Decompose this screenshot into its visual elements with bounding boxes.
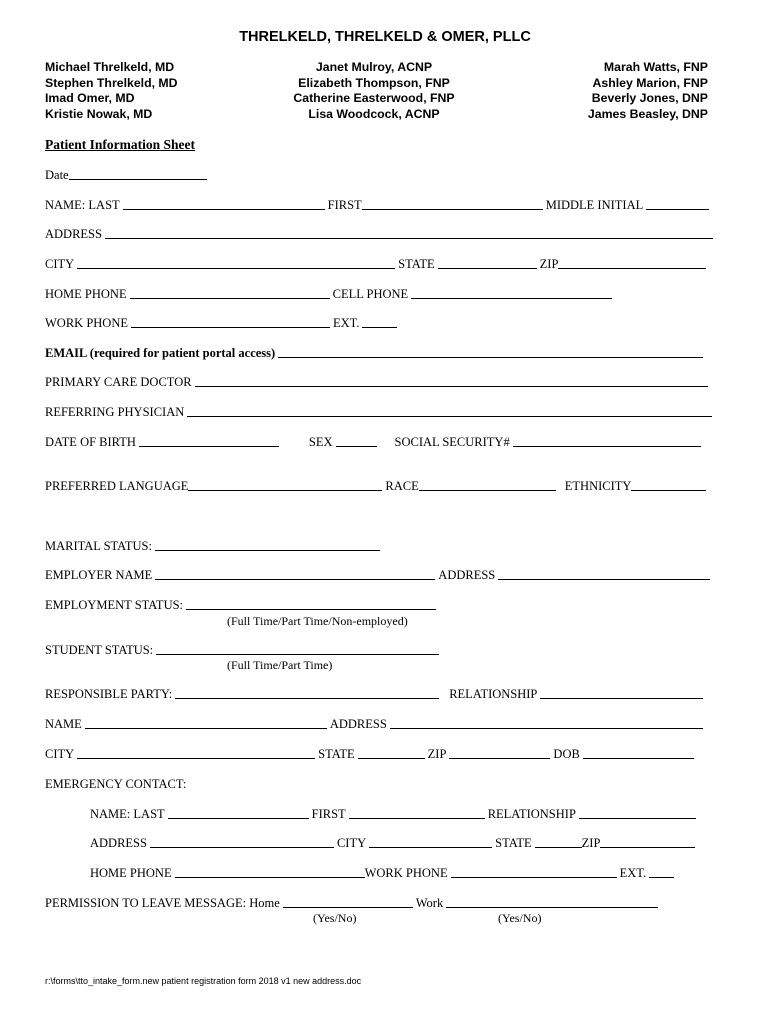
- emergency-phone-row: [90, 866, 677, 881]
- practitioner-list-right: [588, 60, 708, 122]
- practitioner-name: Lisa Woodcock, ACNP: [308, 106, 440, 121]
- physician-list: [45, 60, 178, 122]
- physician-name: Stephen Threlkeld, MD: [45, 75, 178, 90]
- emergency-work-phone-label: WORK PHONE: [364, 866, 448, 880]
- physician-name: Imad Omer, MD: [45, 91, 135, 105]
- address-label: ADDRESS: [45, 227, 102, 241]
- practitioner-name: Elizabeth Thompson, FNP: [298, 75, 450, 90]
- physician-name: Michael Threlkeld, MD: [45, 60, 175, 74]
- city-state-zip-row: [45, 257, 709, 272]
- emergency-last-name-label: NAME: LAST: [90, 807, 165, 821]
- city-label: CITY: [45, 257, 75, 271]
- date-label: Date: [45, 168, 69, 182]
- preferred-language-label: PREFERRED LANGUAGE: [45, 479, 189, 493]
- emergency-zip-label: ZIP: [581, 836, 601, 850]
- emergency-zip-field[interactable]: [600, 837, 695, 848]
- emergency-city-field[interactable]: [369, 837, 492, 848]
- emergency-ext-field[interactable]: [649, 867, 674, 878]
- cell-phone-field[interactable]: [411, 288, 612, 299]
- referring-physician-label: REFERRING PHYSICIAN: [45, 405, 185, 419]
- referring-physician-row: [45, 405, 715, 420]
- responsible-address-label: ADDRESS: [329, 717, 387, 731]
- home-phone-label: HOME PHONE: [45, 287, 127, 301]
- responsible-party-row: [45, 687, 706, 702]
- emergency-home-phone-field[interactable]: [175, 867, 365, 878]
- emergency-first-name-field[interactable]: [349, 808, 485, 819]
- ext-label: EXT.: [332, 316, 360, 330]
- ethnicity-label: ETHNICITY: [564, 479, 632, 493]
- home-phone-field[interactable]: [130, 288, 330, 299]
- language-race-ethnicity-row: [45, 479, 709, 494]
- responsible-dob-field[interactable]: [583, 748, 694, 759]
- sex-label: SEX: [308, 435, 333, 449]
- responsible-city-label: CITY: [45, 747, 75, 761]
- date-field[interactable]: [69, 169, 207, 180]
- dob-sex-ssn-row: [45, 435, 704, 450]
- permission-work-label: Work: [415, 896, 444, 910]
- address-field[interactable]: [105, 228, 713, 239]
- responsible-state-label: STATE: [318, 747, 355, 761]
- responsible-relationship-label: RELATIONSHIP: [449, 687, 538, 701]
- employer-address-label: ADDRESS: [438, 568, 496, 582]
- name-row: [45, 198, 712, 213]
- practitioner-name: Marah Watts, FNP: [603, 60, 708, 74]
- date-of-birth-field[interactable]: [139, 436, 279, 447]
- student-status-hint: (Full Time/Part Time): [227, 658, 333, 672]
- practitioner-name: Ashley Marion, FNP: [592, 75, 708, 90]
- responsible-state-field[interactable]: [358, 748, 425, 759]
- race-field[interactable]: [419, 480, 556, 491]
- employment-status-hint: (Full Time/Part Time/Non-employed): [227, 614, 408, 628]
- phone-row: [45, 287, 615, 302]
- emergency-contact-label: EMERGENCY CONTACT:: [45, 777, 187, 791]
- permission-home-field[interactable]: [283, 897, 413, 908]
- zip-label: ZIP: [539, 257, 559, 271]
- ext-field[interactable]: [362, 317, 397, 328]
- date-row: [45, 168, 210, 183]
- responsible-zip-label: ZIP: [427, 747, 447, 761]
- employer-address-field[interactable]: [498, 569, 710, 580]
- practice-name: THRELKELD, THRELKELD & OMER, PLLC: [239, 29, 531, 45]
- student-status-row: [45, 643, 442, 658]
- emergency-address-row: [90, 836, 698, 851]
- email-field[interactable]: [278, 347, 703, 358]
- emergency-city-label: CITY: [336, 836, 367, 850]
- responsible-city-field[interactable]: [77, 748, 315, 759]
- city-field[interactable]: [77, 258, 395, 269]
- primary-care-label: PRIMARY CARE DOCTOR: [45, 375, 192, 389]
- emergency-ext-label: EXT.: [619, 866, 647, 880]
- zip-field[interactable]: [558, 258, 706, 269]
- employer-row: [45, 568, 713, 583]
- state-label: STATE: [398, 257, 435, 271]
- practitioner-name: Beverly Jones, DNP: [591, 91, 708, 105]
- student-status-field[interactable]: [156, 644, 439, 655]
- emergency-last-name-field[interactable]: [168, 808, 309, 819]
- first-name-field[interactable]: [362, 199, 543, 210]
- referring-physician-field[interactable]: [187, 406, 712, 417]
- emergency-name-row: [90, 807, 699, 822]
- responsible-name-field[interactable]: [85, 718, 327, 729]
- responsible-zip-field[interactable]: [449, 748, 550, 759]
- state-field[interactable]: [438, 258, 537, 269]
- permission-work-hint: (Yes/No): [498, 911, 542, 925]
- permission-row: [45, 896, 661, 911]
- email-row: [45, 346, 706, 361]
- permission-home-label: PERMISSION TO LEAVE MESSAGE: Home: [45, 896, 280, 910]
- responsible-name-row: [45, 717, 706, 732]
- address-row: [45, 227, 716, 242]
- emergency-address-field[interactable]: [150, 837, 334, 848]
- responsible-party-label: RESPONSIBLE PARTY:: [45, 687, 173, 701]
- emergency-home-phone-label: HOME PHONE: [90, 866, 172, 880]
- student-status-label: STUDENT STATUS:: [45, 643, 154, 657]
- last-name-field[interactable]: [123, 199, 325, 210]
- middle-initial-field[interactable]: [646, 199, 709, 210]
- emergency-relationship-field[interactable]: [579, 808, 696, 819]
- practitioner-name: Catherine Easterwood, FNP: [293, 91, 455, 105]
- responsible-dob-label: DOB: [553, 747, 580, 761]
- employer-name-field[interactable]: [155, 569, 435, 580]
- emergency-address-label: ADDRESS: [90, 836, 147, 850]
- practitioner-name: Janet Mulroy, ACNP: [315, 60, 433, 74]
- emergency-relationship-label: RELATIONSHIP: [487, 807, 576, 821]
- emergency-contact-heading-row: [45, 777, 189, 792]
- work-phone-field[interactable]: [131, 317, 330, 328]
- responsible-city-row: [45, 747, 697, 762]
- race-label: RACE: [385, 479, 419, 493]
- last-name-label: NAME: LAST: [45, 198, 120, 212]
- document-file-path: r:\forms\tto_intake_form.new patient registration form 2018 v1 new address.doc: [45, 976, 362, 986]
- practitioner-name: James Beasley, DNP: [587, 106, 708, 121]
- emergency-state-label: STATE: [495, 836, 532, 850]
- responsible-address-field[interactable]: [390, 718, 703, 729]
- permission-home-hint: (Yes/No): [313, 911, 357, 925]
- ethnicity-field[interactable]: [631, 480, 706, 491]
- emergency-state-field[interactable]: [535, 837, 582, 848]
- ssn-label: SOCIAL SECURITY#: [394, 435, 510, 449]
- employment-status-row: [45, 598, 439, 613]
- practitioner-list-center: [240, 60, 508, 122]
- responsible-party-field[interactable]: [175, 688, 439, 699]
- emergency-work-phone-field[interactable]: [451, 867, 617, 878]
- preferred-language-field[interactable]: [188, 480, 382, 491]
- sex-field[interactable]: [336, 436, 377, 447]
- marital-status-field[interactable]: [155, 540, 380, 551]
- work-phone-row: [45, 316, 400, 331]
- primary-care-field[interactable]: [195, 376, 708, 387]
- responsible-relationship-field[interactable]: [540, 688, 703, 699]
- marital-status-row: [45, 539, 383, 554]
- employment-status-label: EMPLOYMENT STATUS:: [45, 598, 184, 612]
- marital-status-label: MARITAL STATUS:: [45, 539, 152, 553]
- date-of-birth-label: DATE OF BIRTH: [45, 435, 136, 449]
- permission-work-field[interactable]: [446, 897, 658, 908]
- ssn-field[interactable]: [513, 436, 701, 447]
- employer-name-label: EMPLOYER NAME: [45, 568, 153, 582]
- email-label: EMAIL (required for patient portal access): [45, 346, 276, 360]
- employment-status-field[interactable]: [186, 599, 436, 610]
- physician-name: Kristie Nowak, MD: [45, 106, 153, 121]
- middle-initial-label: MIDDLE INITIAL: [545, 198, 644, 212]
- responsible-name-label: NAME: [45, 717, 82, 731]
- cell-phone-label: CELL PHONE: [332, 287, 409, 301]
- work-phone-label: WORK PHONE: [45, 316, 128, 330]
- first-name-label: FIRST: [327, 198, 362, 212]
- emergency-first-name-label: FIRST: [311, 807, 346, 821]
- sheet-title: Patient Information Sheet: [45, 137, 195, 152]
- primary-care-row: [45, 375, 711, 390]
